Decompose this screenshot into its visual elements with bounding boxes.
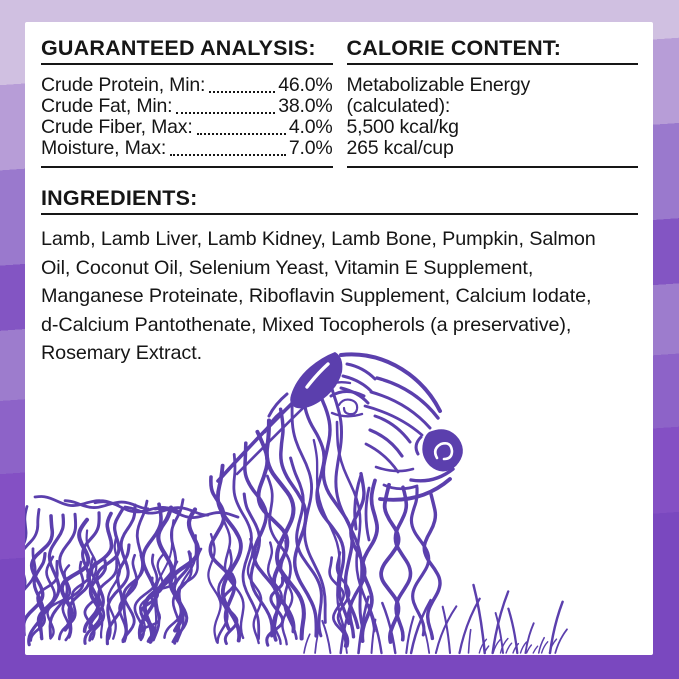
row-value: 7.0% [288,137,333,159]
row-label: Crude Protein, Min: [41,74,206,96]
ingredients-text: Lamb, Lamb Liver, Lamb Kidney, Lamb Bone, Pumpkin, Salmon Oil, Coconut Oil, Selenium Yeast, Vitamin E Supplement, Manganese Proteinate, Riboflavin Supplement, Calcium Iodate, d-Calcium Pantothenate, Mixed Tocopherols (a preservative), Rosemary Extract. [41,228,596,365]
row-label: Crude Fiber, Max: [41,116,193,138]
row-label: Crude Fat, Min: [41,95,173,117]
guaranteed-analysis-section [41,37,333,168]
row-value: 4.0% [288,116,333,138]
label-content [25,22,653,368]
dot-leader [176,112,275,114]
analysis-columns [41,37,638,168]
lamb-body-fur [25,364,440,646]
calorie-line: (calculated): [346,95,451,117]
guaranteed-analysis-rows [41,75,333,159]
table-row [41,96,333,117]
calorie-line: 5,500 kcal/kg [346,116,459,138]
grass-illustration [304,585,567,653]
calorie-content-title: CALORIE CONTENT: [347,37,639,65]
ingredients-title: INGREDIENTS: [41,187,638,215]
dot-leader [209,91,275,93]
lamb-head [265,352,463,540]
label-card [25,22,653,655]
guaranteed-analysis-title: GUARANTEED ANALYSIS: [41,37,333,65]
ingredients-section [41,187,638,368]
calorie-line: Metabolizable Energy [346,74,531,96]
table-row [41,75,333,96]
calorie-content-section [347,37,639,168]
dot-leader [170,154,286,156]
table-row [41,138,333,159]
row-value: 46.0% [278,74,333,96]
row-value: 38.0% [278,95,333,117]
calorie-line: 265 kcal/cup [346,137,454,159]
calorie-content-lines [347,75,639,159]
row-label: Moisture, Max: [41,137,167,159]
table-row [41,117,333,138]
dot-leader [197,133,286,135]
